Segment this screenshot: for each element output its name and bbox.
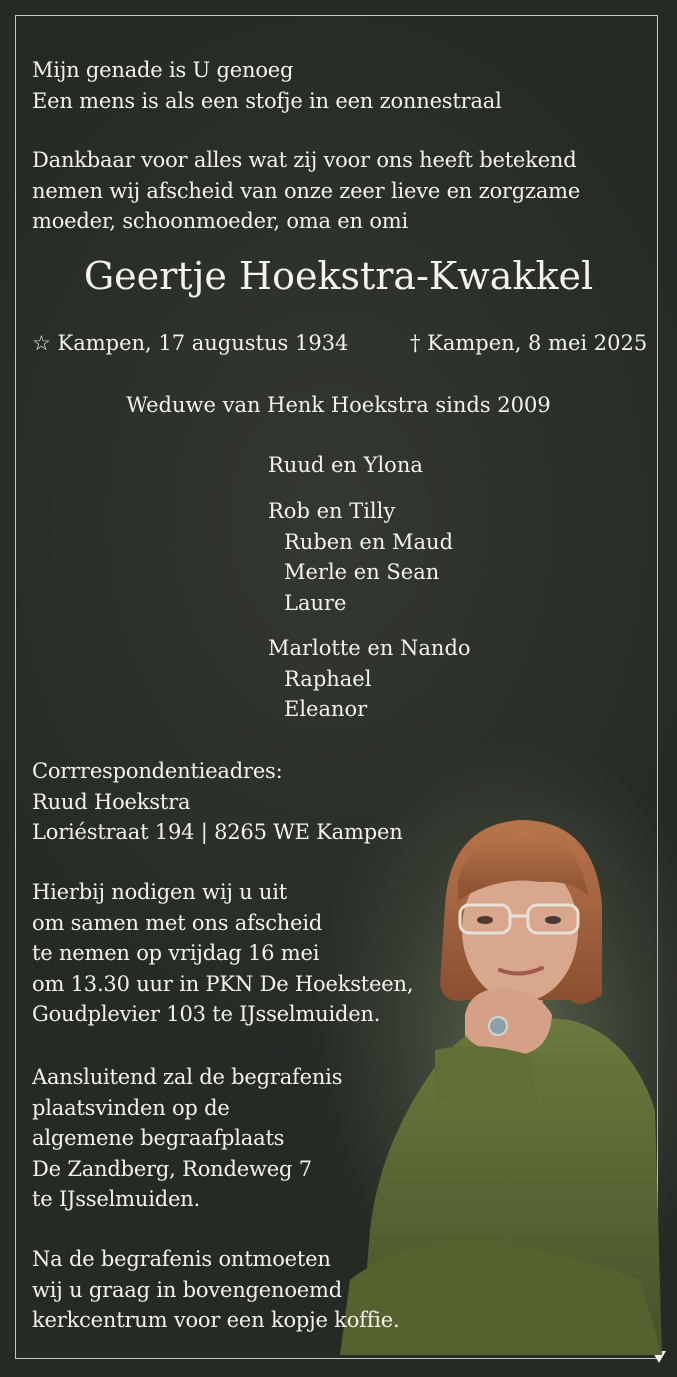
intro-block bbox=[32, 145, 580, 237]
correspondence-address: Loriéstraat 194 | 8265 WE Kampen bbox=[32, 820, 403, 844]
family-group bbox=[268, 633, 471, 725]
coffee-line: Na de begrafenis ontmoeten bbox=[32, 1247, 331, 1271]
correspondence-block bbox=[32, 756, 403, 848]
correspondence-name: Ruud Hoekstra bbox=[32, 789, 191, 814]
burial-line: Aansluitend zal de begrafenis bbox=[32, 1065, 343, 1089]
burial-line: plaatsvinden op de bbox=[32, 1095, 230, 1120]
burial-line: algemene begraafplaats bbox=[32, 1126, 285, 1150]
invitation-block bbox=[32, 877, 413, 1030]
family-grandchild: Ruben en Maud bbox=[284, 529, 454, 554]
verse-block bbox=[32, 55, 502, 116]
intro-line: Dankbaar voor alles wat zij voor ons heeft betekend bbox=[32, 148, 577, 172]
death-info: † Kampen, 8 mei 2025 bbox=[410, 331, 648, 355]
coffee-line: kerkcentrum voor een kopje koffie. bbox=[32, 1308, 400, 1332]
verse-line: Een mens is als een stofje in een zonnestraal bbox=[32, 88, 502, 113]
family-couple: Marlotte en Nando bbox=[268, 636, 471, 660]
invitation-line: om samen met ons afscheid bbox=[32, 910, 323, 935]
invitation-line: te nemen op vrijdag 16 mei bbox=[32, 941, 320, 965]
invitation-line: Hierbij nodigen wij u uit bbox=[32, 880, 287, 904]
family-group bbox=[268, 450, 423, 481]
family-grandchild: Merle en Sean bbox=[284, 560, 440, 584]
family-couple: Rob en Tilly bbox=[268, 499, 396, 523]
invitation-line: Goudplevier 103 te IJsselmuiden. bbox=[32, 1002, 381, 1026]
invitation-line: om 13.30 uur in PKN De Hoeksteen, bbox=[32, 971, 414, 996]
widow-note: Weduwe van Henk Hoekstra sinds 2009 bbox=[126, 393, 551, 417]
family-group bbox=[268, 496, 453, 618]
coffee-block bbox=[32, 1244, 400, 1336]
birth-info: ☆ Kampen, 17 augustus 1934 bbox=[32, 331, 349, 355]
burial-line: te IJsselmuiden. bbox=[32, 1187, 200, 1211]
family-couple: Ruud en Ylona bbox=[268, 453, 423, 477]
burial-block bbox=[32, 1062, 342, 1215]
deceased-name: Geertje Hoekstra-Kwakkel bbox=[83, 254, 594, 298]
burial-line: De Zandberg, Rondeweg 7 bbox=[32, 1156, 312, 1181]
family-grandchild: Raphael bbox=[284, 666, 372, 691]
intro-line: moeder, schoonmoeder, oma en omi bbox=[32, 209, 408, 233]
verse-line: Mijn genade is U genoeg bbox=[32, 58, 294, 82]
intro-line: nemen wij afscheid van onze zeer lieve en zorgzame bbox=[32, 178, 581, 203]
family-grandchild: Laure bbox=[284, 590, 347, 615]
correspondence-label: Corrrespondentieadres: bbox=[32, 759, 283, 783]
coffee-line: wij u graag in bovengenoemd bbox=[32, 1277, 342, 1302]
family-grandchild: Eleanor bbox=[284, 697, 368, 721]
